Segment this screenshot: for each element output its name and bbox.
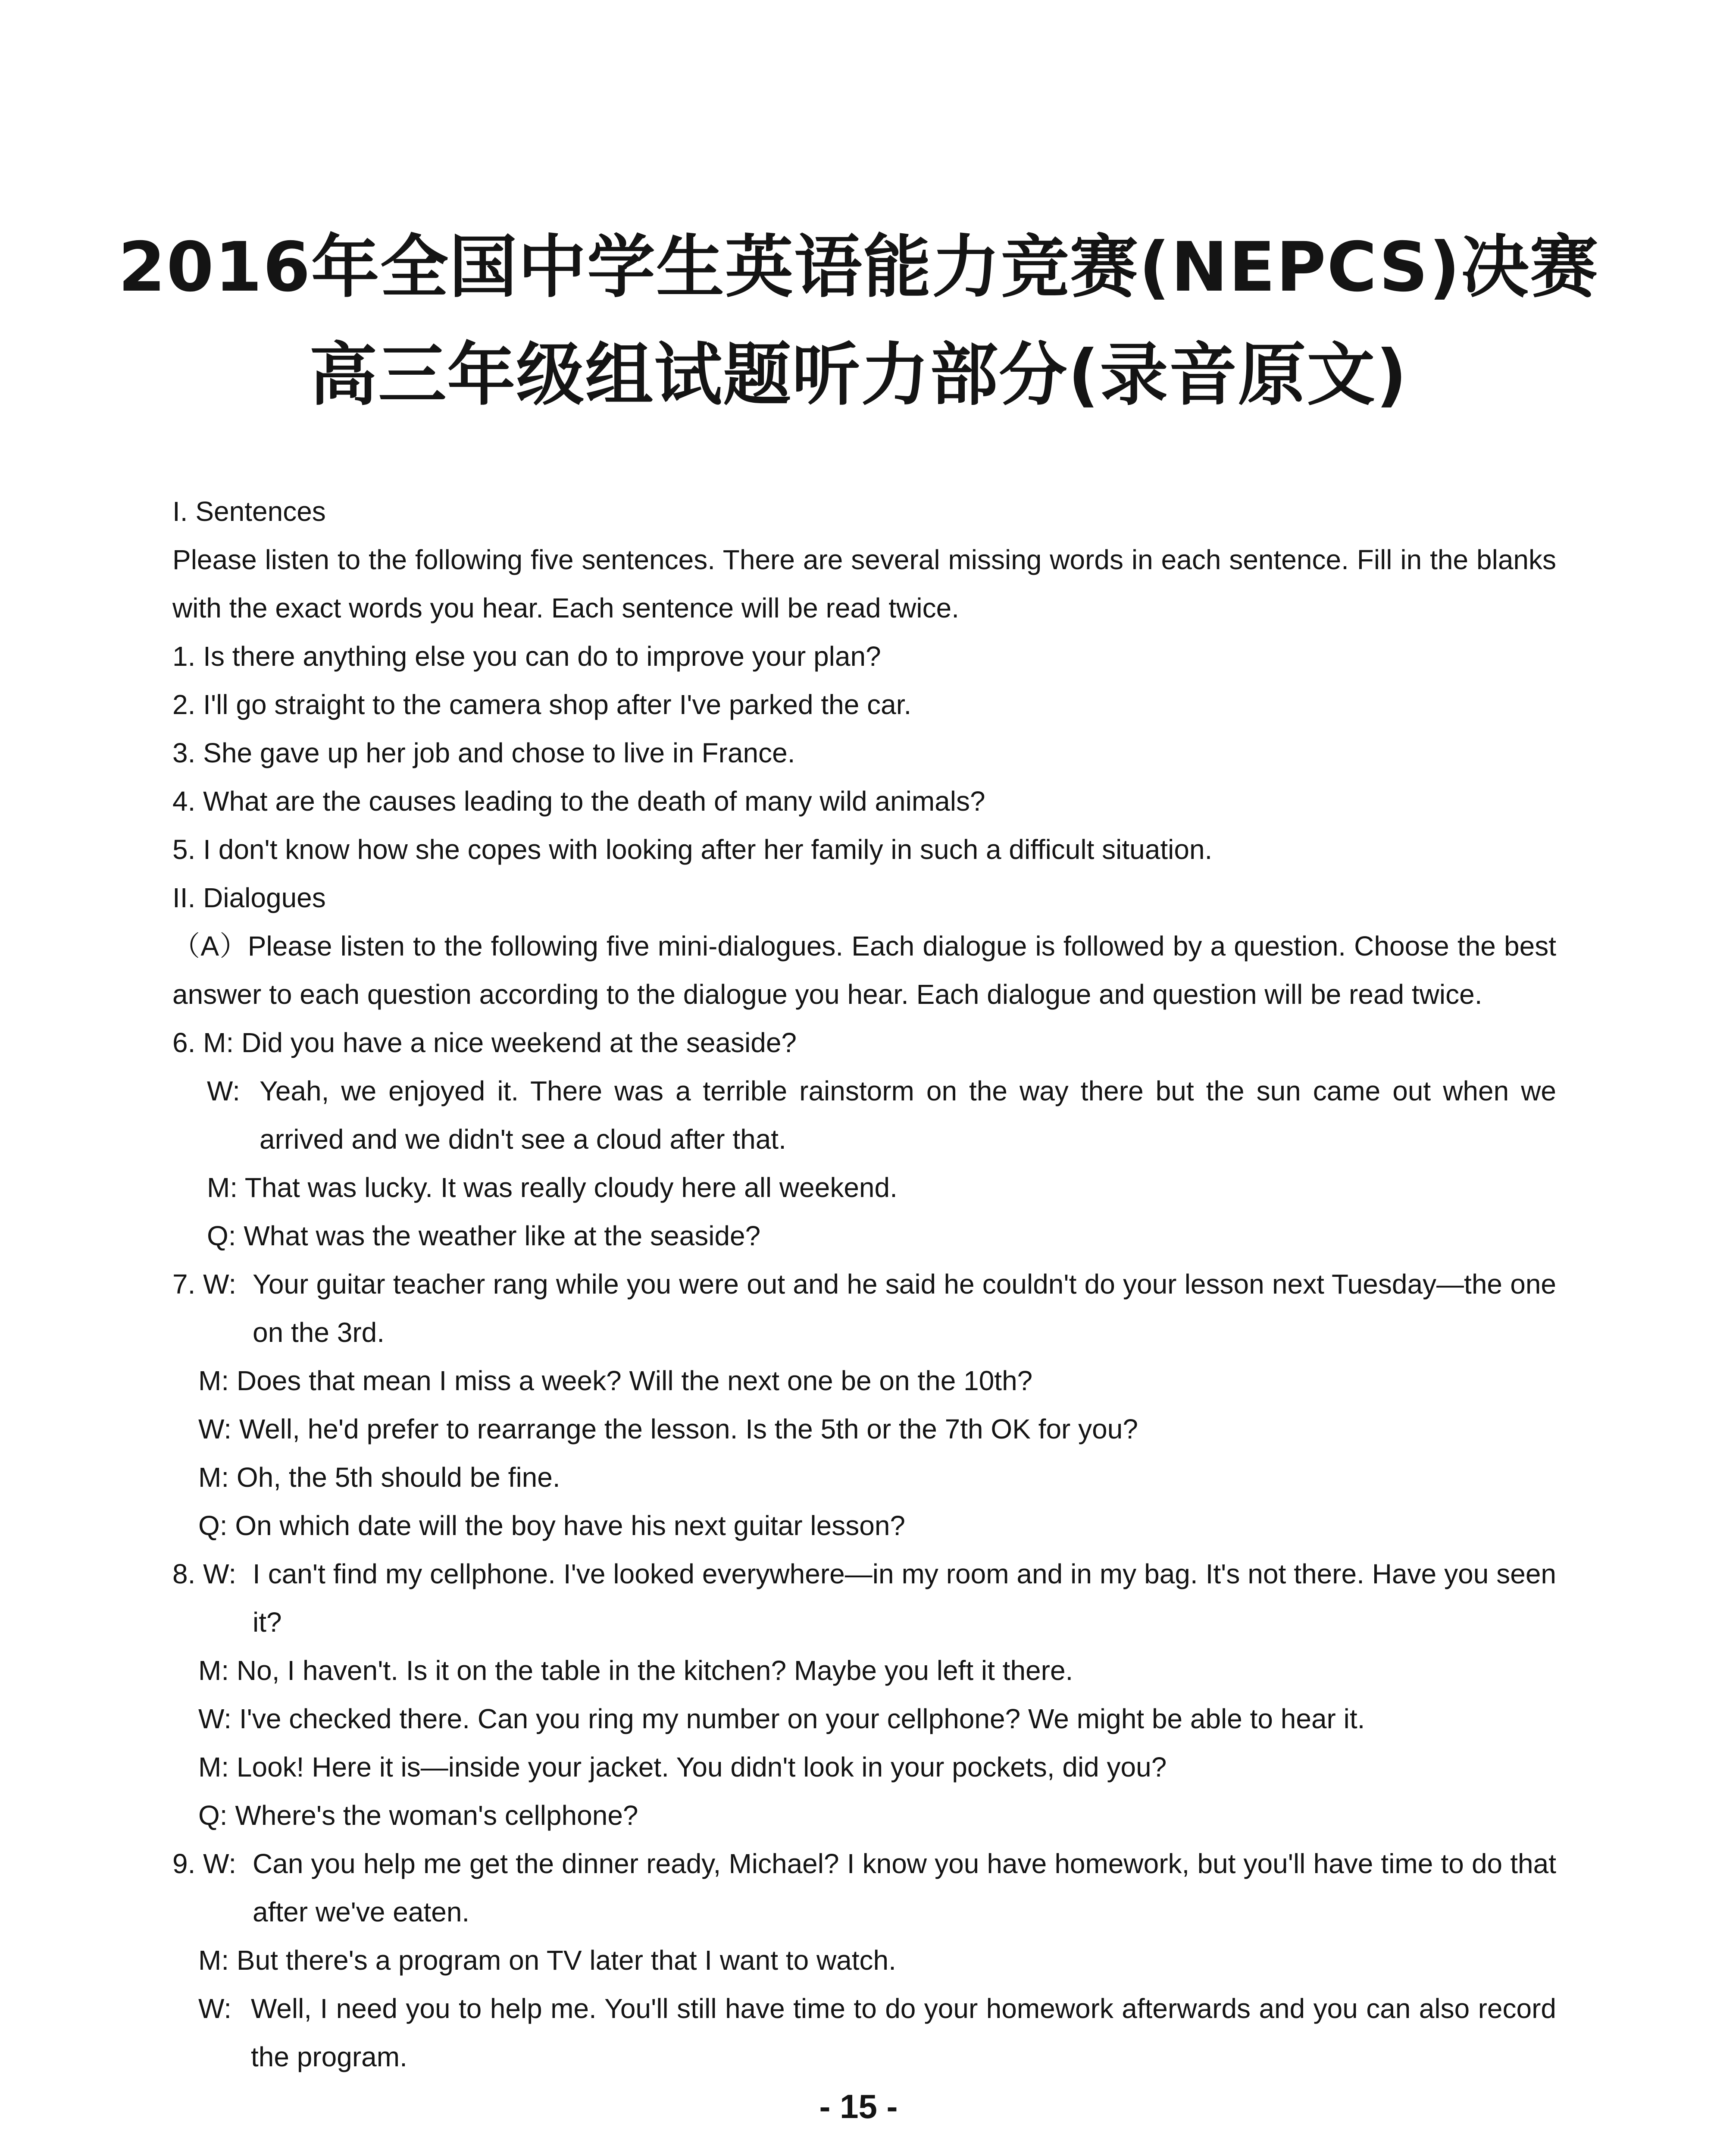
sentence-item-3: 3. She gave up her job and chose to live in France. (172, 737, 795, 768)
section-heading-sentences: I. Sentences (172, 496, 326, 527)
dialogue-9-line-2: M: But there's a program on TV later that I want to watch. (198, 1945, 896, 1976)
sentence-item-2: 2. I'll go straight to the camera shop after I've parked the car. (172, 689, 912, 720)
dialogue-6-line-2 (172, 1067, 1556, 1163)
dialogue-8-line-1 (172, 1550, 1556, 1646)
dialogue-7-line-1 (172, 1260, 1556, 1357)
dialogue-9-line-3 (172, 1984, 1556, 2081)
transcript-body (172, 487, 1556, 2081)
sentence-item-1: 1. Is there anything else you can do to improve your plan? (172, 641, 881, 672)
speech-text: Can you help me get the dinner ready, Michael? I know you have homework, but you'll have time to do that after we've eaten. (253, 1848, 1556, 1927)
speech-text: Your guitar teacher rang while you were out and he said he couldn't do your lesson next Tuesday—the one on the 3rd. (253, 1269, 1556, 1348)
dialogue-6-line-1: 6. M: Did you have a nice weekend at the seaside? (172, 1027, 797, 1058)
speaker-label: 7. W: (172, 1269, 237, 1300)
title-line-2: 高三年级组试题听力部分(录音原文) (309, 335, 1408, 415)
dialogue-8-line-2: M: No, I haven't. Is it on the table in the kitchen? Maybe you left it there. (198, 1655, 1073, 1686)
sentences-instructions: Please listen to the following five sentences. There are several missing words in each sentence. Fill in the blanks with the exact words you hear. Each sentence will be read twice. (172, 544, 1556, 624)
speech-text: Well, I need you to help me. You'll still have time to do your homework afterwards and you can also record the program. (251, 1993, 1556, 2072)
dialogue-9-line-1 (172, 1839, 1556, 1936)
title-line-1: 2016年全国中学生英语能力竞赛(NEPCS)决赛 (118, 228, 1599, 307)
dialogues-instructions: （A）Please listen to the following five mini-dialogues. Each dialogue is followed by a question. Choose the best answer to each question according to the dialogue you hear. Each dialogue and question will be read twice. (172, 931, 1556, 1010)
speech-text: Yeah, we enjoyed it. There was a terrible rainstorm on the way there but the sun came out when we arrived and we didn't see a cloud after that. (260, 1075, 1556, 1155)
dialogue-8-question: Q: Where's the woman's cellphone? (198, 1800, 638, 1831)
sentence-item-4: 4. What are the causes leading to the death of many wild animals? (172, 786, 985, 817)
dialogue-8-line-3: W: I've checked there. Can you ring my number on your cellphone? We might be able to hear it. (198, 1703, 1365, 1734)
sentence-item-5: 5. I don't know how she copes with looking after her family in such a difficult situation. (172, 834, 1213, 865)
dialogue-7-line-4: M: Oh, the 5th should be fine. (198, 1462, 560, 1493)
dialogue-7-line-2: M: Does that mean I miss a week? Will the next one be on the 10th? (198, 1365, 1033, 1396)
section-heading-dialogues: II. Dialogues (172, 882, 326, 913)
dialogue-7-question: Q: On which date will the boy have his next guitar lesson? (198, 1510, 905, 1541)
speaker-label: W: (198, 1993, 232, 2024)
dialogue-7-line-3: W: Well, he'd prefer to rearrange the lesson. Is the 5th or the 7th OK for you? (198, 1413, 1138, 1445)
dialogue-6-question: Q: What was the weather like at the seaside? (207, 1220, 761, 1251)
page-number-label: - 15 - (819, 2087, 898, 2125)
dialogue-6-line-3: M: That was lucky. It was really cloudy here all weekend. (207, 1172, 898, 1203)
speaker-label: 8. W: (172, 1558, 237, 1589)
dialogue-8-line-4: M: Look! Here it is—inside your jacket. You didn't look in your pockets, did you? (198, 1752, 1167, 1783)
speech-text: I can't find my cellphone. I've looked everywhere—in my room and in my bag. It's not there. Have you seen it? (253, 1558, 1556, 1638)
speaker-label: W: (207, 1075, 241, 1106)
speaker-label: 9. W: (172, 1848, 237, 1879)
